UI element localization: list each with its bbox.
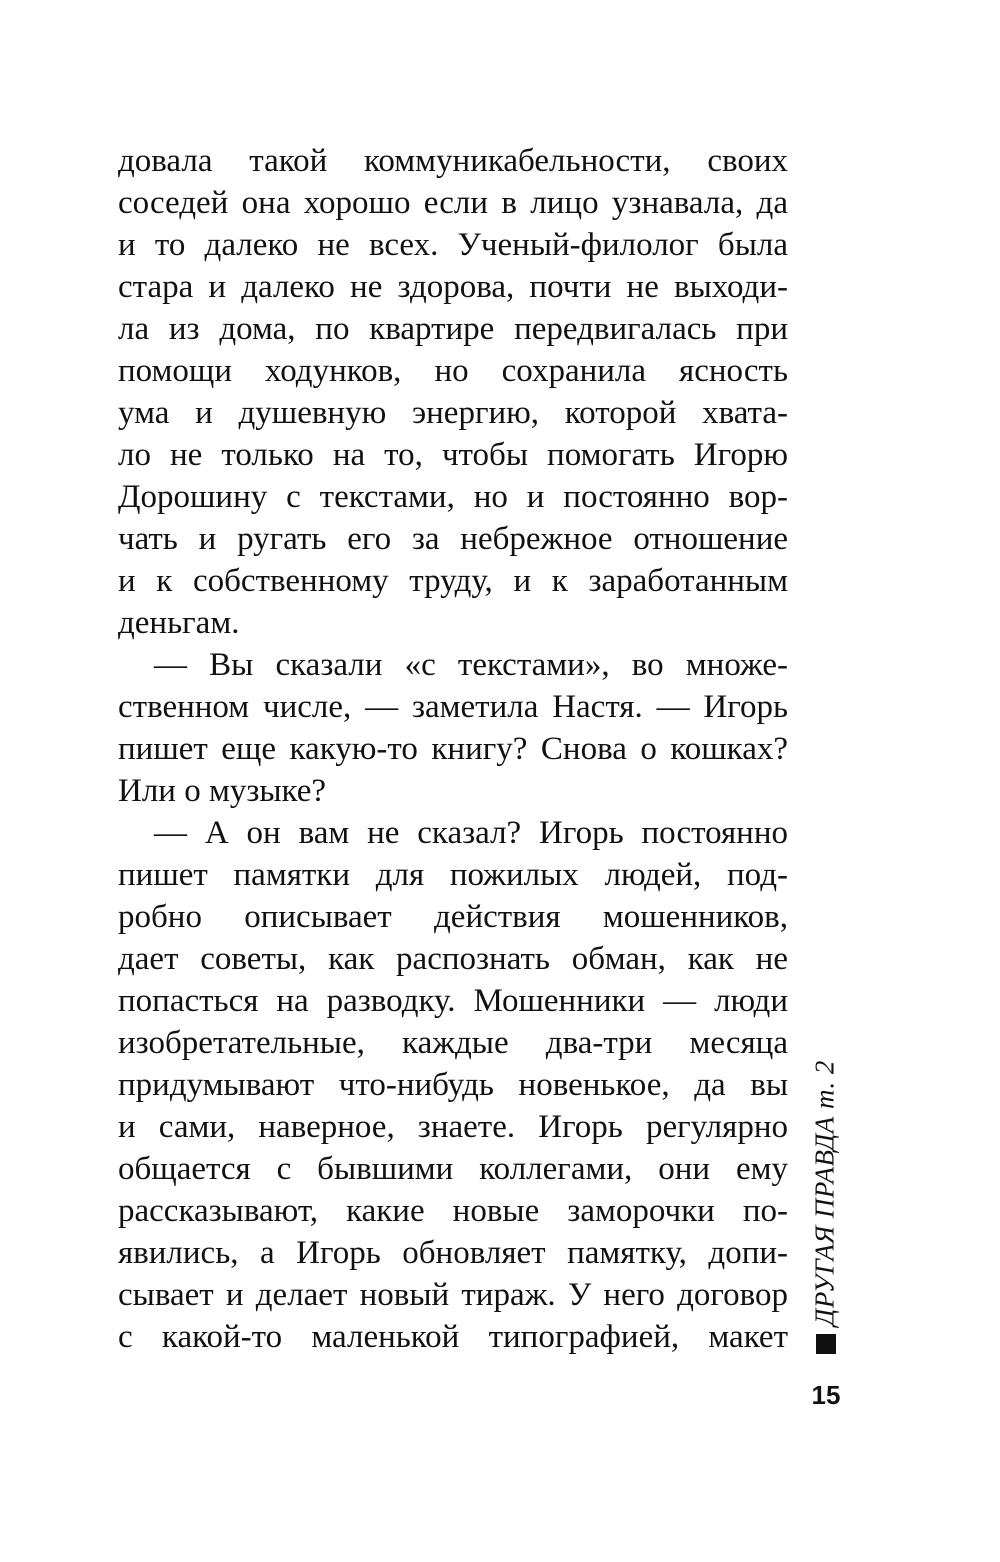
- text-line: ло не только на то, чтобы помогать Игорю: [118, 437, 788, 473]
- text-line: и то далеко не всех. Ученый-филолог была: [118, 227, 788, 263]
- square-marker-icon: [816, 1334, 836, 1354]
- page-number: 15: [811, 1380, 841, 1410]
- text-line: ственном числе, — заметила Настя. — Игорь: [118, 689, 788, 725]
- text-line: стара и далеко не здорова, почти не выходи-: [118, 269, 788, 305]
- text-line: пишет еще какую-то книгу? Снова о кошках?: [118, 731, 788, 767]
- running-head-title: ДРУГАЯ ПРАВДА т. 2: [809, 1060, 840, 1326]
- text-line: и сами, наверное, знаете. Игорь регулярно: [118, 1109, 788, 1145]
- text-line: деньгам.: [118, 605, 240, 641]
- text-line: соседей она хорошо если в лицо узнавала, да: [118, 185, 788, 221]
- text-line: сывает и делает новый тираж. У него договор: [118, 1277, 788, 1313]
- text-line: пишет памятки для пожилых людей, под-: [118, 857, 788, 893]
- text-line: робно описывает действия мошенников,: [118, 899, 788, 935]
- text-line: изобретательные, каждые два-три месяца: [118, 1025, 788, 1061]
- text-line: придумывают что-нибудь новенькое, да вы: [118, 1067, 788, 1103]
- text-line: дает советы, как распознать обман, как не: [118, 941, 788, 977]
- text-line: общается с бывшими коллегами, они ему: [118, 1151, 788, 1187]
- text-line: с какой-то маленькой типографией, макет: [118, 1319, 788, 1355]
- text-line: явились, а Игорь обновляет памятку, допи-: [118, 1235, 788, 1271]
- text-line: Дорошину с текстами, но и постоянно вор-: [118, 479, 788, 515]
- running-head: [800, 1060, 850, 1326]
- text-line: довала такой коммуникабельности, своих: [118, 143, 788, 179]
- text-line: и к собственному труду, и к заработанным: [118, 563, 788, 599]
- text-line: рассказывают, какие новые заморочки по-: [118, 1193, 788, 1229]
- text-line: помощи ходунков, но сохранила ясность: [118, 353, 788, 389]
- body-text: [118, 140, 788, 1358]
- text-line: Или о музыке?: [118, 773, 327, 809]
- text-line: ла из дома, по квартире передвигалась при: [118, 311, 788, 347]
- text-line: — Вы сказали «с текстами», во множе-: [154, 647, 788, 683]
- text-line: чать и ругать его за небрежное отношение: [118, 521, 788, 557]
- text-line: попасться на разводку. Мошенники — люди: [118, 983, 788, 1019]
- text-line: ума и душевную энергию, которой хвата-: [118, 395, 788, 431]
- text-line: — А он вам не сказал? Игорь постоянно: [154, 815, 788, 851]
